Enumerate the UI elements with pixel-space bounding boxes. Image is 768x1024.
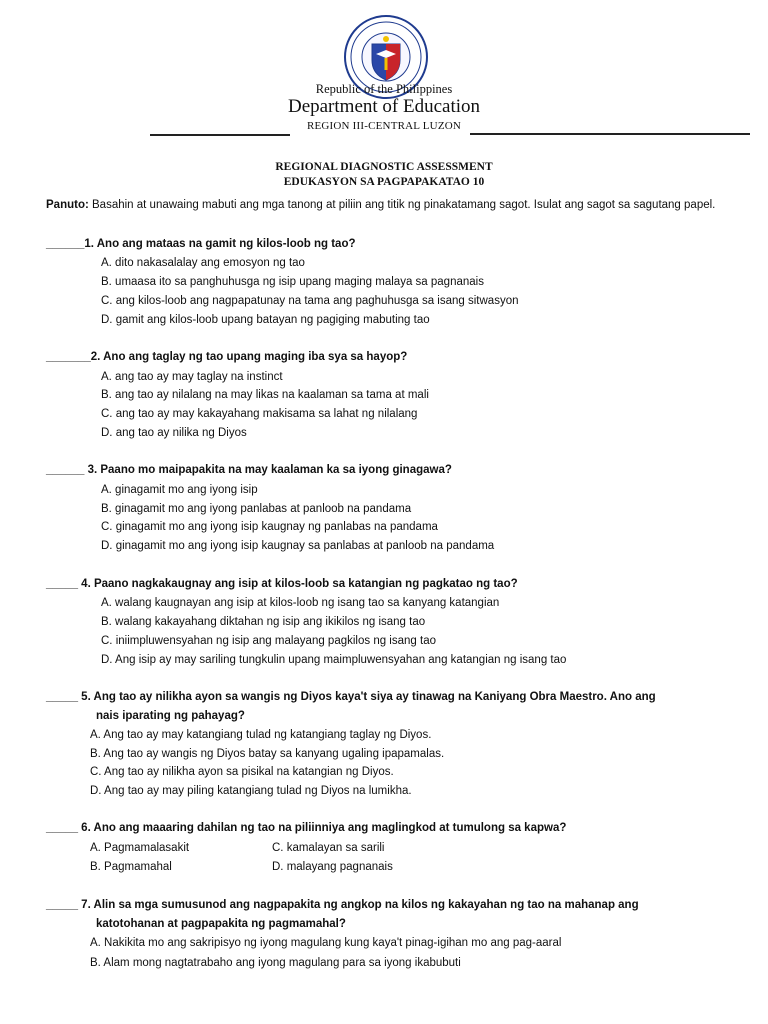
- region-heading: REGION III-CENTRAL LUZON: [306, 120, 462, 132]
- q5-option-a: A. Ang tao ay may katangiang tulad ng katangiang taglay ng Diyos.: [90, 729, 432, 741]
- q3-option-a: A. ginagamit mo ang iyong isip: [101, 484, 258, 496]
- q6-option-b: B. Pagmamahal: [90, 861, 172, 873]
- question-7: _____ 7. Alin sa mga sumusunod ang nagpapakita ng angkop na kilos ng kakayahan ng tao na mahanap ang: [46, 899, 639, 911]
- q1-option-a: A. dito nakasalalay ang emosyon ng tao: [101, 257, 305, 269]
- subject-title: EDUKASYON SA PAGPAPAKATAO 10: [283, 176, 485, 188]
- q3-option-b: B. ginagamit mo ang iyong panlabas at panloob na pandama: [101, 503, 412, 515]
- question-7-continued: katotohanan at pagpapakita ng pagmamahal?: [96, 918, 346, 930]
- q2-option-c: C. ang tao ay may kakayahang makisama sa lahat ng nilalang: [101, 408, 418, 420]
- assessment-title: REGIONAL DIAGNOSTIC ASSESSMENT: [275, 161, 493, 173]
- q3-option-d: D. ginagamit mo ang iyong isip kaugnay sa panlabas at panloob na pandama: [101, 540, 495, 552]
- q2-option-d: D. ang tao ay nilika ng Diyos: [101, 427, 247, 439]
- header-rule-left: [150, 134, 290, 136]
- header-rule-right: [470, 133, 750, 135]
- q3-option-c: C. ginagamit mo ang iyong isip kaugnay ng panlabas na pandama: [101, 521, 438, 533]
- question-1: ______1. Ano ang mataas na gamit ng kilos-loob ng tao?: [46, 238, 356, 250]
- q1-option-c: C. ang kilos-loob ang nagpapatunay na tama ang paghuhusga sa isang sitwasyon: [101, 295, 519, 307]
- q4-option-d: D. Ang isip ay may sariling tungkulin upang maimpluwensyahan ang katangian ng isang tao: [101, 654, 567, 666]
- q5-option-c: C. Ang tao ay nilikha ayon sa pisikal na katangian ng Diyos.: [90, 766, 394, 778]
- department-heading: Department of Education: [287, 96, 481, 117]
- directions-text: Basahin at unawaing mabuti ang mga tanong at piliin ang titik ng pinakatamang sagot. Isulat ang sagot sa sagutang papel.: [88, 199, 716, 211]
- question-5-continued: nais iparating ng pahayag?: [96, 710, 245, 722]
- q7-option-b: B. Alam mong nagtatrabaho ang iyong magulang para sa iyong ikabubuti: [90, 957, 461, 969]
- question-3: ______ 3. Paano mo maipapakita na may kaalaman ka sa iyong ginagawa?: [46, 464, 452, 476]
- republic-heading: Republic of the Philippines: [315, 82, 453, 96]
- question-4: _____ 4. Paano nagkakaugnay ang isip at kilos-loob sa katangian ng pagkatao ng tao?: [46, 578, 518, 590]
- q2-option-a: A. ang tao ay may taglay na instinct: [101, 371, 283, 383]
- q5-option-d: D. Ang tao ay may piling katangiang tulad ng Diyos na lumikha.: [90, 785, 412, 797]
- q2-option-b: B. ang tao ay nilalang na may likas na kaalaman sa tama at mali: [101, 389, 429, 401]
- q7-option-a: A. Nakikita mo ang sakripisyo ng iyong magulang kung kaya't pinag-igihan mo ang pag-aaral: [90, 937, 562, 949]
- q1-option-b: B. umaasa ito sa panghuhusga ng isip upang maging malaya sa pagnanais: [101, 276, 484, 288]
- q6-option-c: C. kamalayan sa sarili: [272, 842, 385, 854]
- q4-option-a: A. walang kaugnayan ang isip at kilos-loob ng isang tao sa kanyang katangian: [101, 597, 500, 609]
- question-2: _______2. Ano ang taglay ng tao upang maging iba sya sa hayop?: [46, 351, 408, 363]
- q6-option-d: D. malayang pagnanais: [272, 861, 393, 873]
- q6-option-a: A. Pagmamalasakit: [90, 842, 190, 854]
- question-6: _____ 6. Ano ang maaaring dahilan ng tao na piliinniya ang maglingkod at tumulong sa kapwa?: [46, 822, 567, 834]
- question-5: _____ 5. Ang tao ay nilikha ayon sa wangis ng Diyos kaya't siya ay tinawag na Kaniyang Obra Maestro. Ano ang: [46, 691, 656, 703]
- directions-paragraph: [46, 198, 726, 212]
- directions-label: Panuto:: [46, 199, 89, 211]
- q4-option-c: C. iniimpluwensyahan ng isip ang malayang pagkilos ng isang tao: [101, 635, 436, 647]
- q5-option-b: B. Ang tao ay wangis ng Diyos batay sa kanyang ugaling ipapamalas.: [90, 748, 445, 760]
- q1-option-d: D. gamit ang kilos-loob upang batayan ng pagiging mabuting tao: [101, 314, 430, 326]
- q4-option-b: B. walang kakayahang diktahan ng isip ang ikikilos ng isang tao: [101, 616, 426, 628]
